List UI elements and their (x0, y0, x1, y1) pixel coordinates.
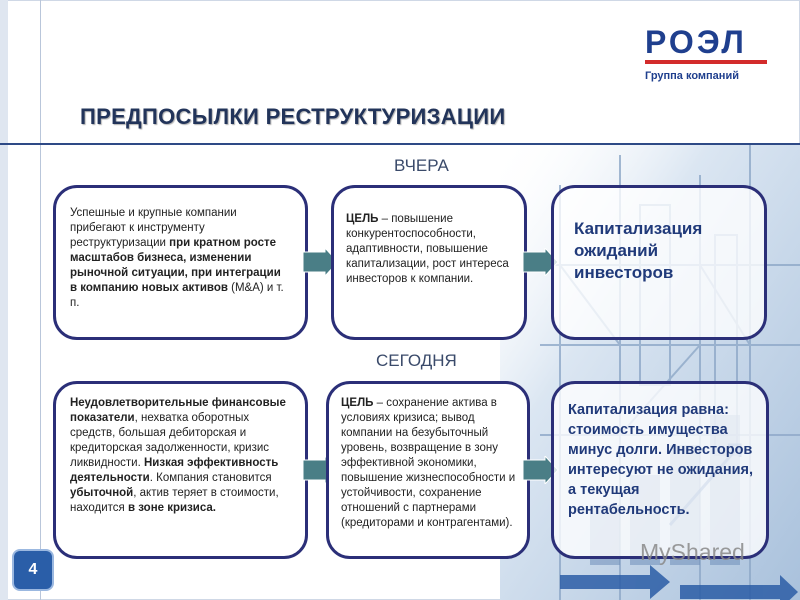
yesterday-result-box (551, 185, 767, 340)
today-context-bold-3: убыточной (70, 487, 134, 499)
today-context-bold-1: Неудовлетворительные финансовые показатели (70, 397, 286, 424)
yesterday-goal-text: – повышение конкурентоспособности, адаптивности, повышение капитализации, рост интереса инвесторов к компании. (346, 213, 509, 285)
left-decoration-bar (0, 0, 8, 600)
today-goal-lead: ЦЕЛЬ (341, 397, 374, 409)
yesterday-result-text: Капитализация ожиданий инвесторов (574, 219, 703, 282)
today-context-bold-2: Низкая эффективность деятельности (70, 457, 279, 484)
watermark-text: MyShared (640, 539, 745, 565)
yesterday-context-bold: при кратном росте масштабов бизнеса, изменении рыночной ситуации, при интеграции в компанию новых активов (70, 237, 281, 294)
yesterday-context-box (53, 185, 308, 340)
today-context-bold-4: в зоне кризиса. (127, 502, 216, 514)
yesterday-goal-box (331, 185, 527, 340)
today-context-text-3: , актив теряет в стоимости, находится (70, 487, 279, 514)
brand-name: РОЭЛ (645, 24, 747, 60)
today-result-text: Капитализация равна: стоимость имущества минус долги. Инвесторов интересуют не ожидания, а текущая рентабельность. (568, 402, 753, 518)
today-goal-box (326, 381, 530, 559)
yesterday-context-tail: (M&A) и т. п. (70, 282, 284, 309)
page-number-badge: 4 (14, 551, 52, 589)
section-label-yesterday: ВЧЕРА (394, 156, 449, 175)
brand-logo (645, 26, 767, 82)
brand-accent-bar (645, 60, 767, 64)
vertical-guide-line (40, 0, 41, 600)
today-context-text-1: , нехватка оборотных средств, большая дебиторская и кредиторская задолженности, кризис ликвидности. (70, 412, 270, 469)
today-goal-text: – сохранение актива в условиях кризиса; вывод компании на безубыточный уровень, возвращение в зону эффективной экономики, повышение жизнеспособности и устойчивости, сохранение отношений с партнерами (кредиторами и контрагентами). (341, 397, 516, 529)
header-divider (0, 143, 800, 145)
today-context-box (53, 381, 308, 559)
yesterday-context-text: Успешные и крупные компании прибегают к инструменту реструктуризации (70, 207, 237, 249)
page-title: ПРЕДПОСЫЛКИ РЕСТРУКТУРИЗАЦИИ (80, 104, 506, 129)
section-label-today: СЕГОДНЯ (376, 351, 457, 370)
brand-subtitle: Группа компаний (645, 70, 739, 82)
today-result-box (551, 381, 769, 559)
today-context-text-2: . Компания становится (149, 472, 272, 484)
yesterday-goal-lead: ЦЕЛЬ (346, 213, 379, 225)
